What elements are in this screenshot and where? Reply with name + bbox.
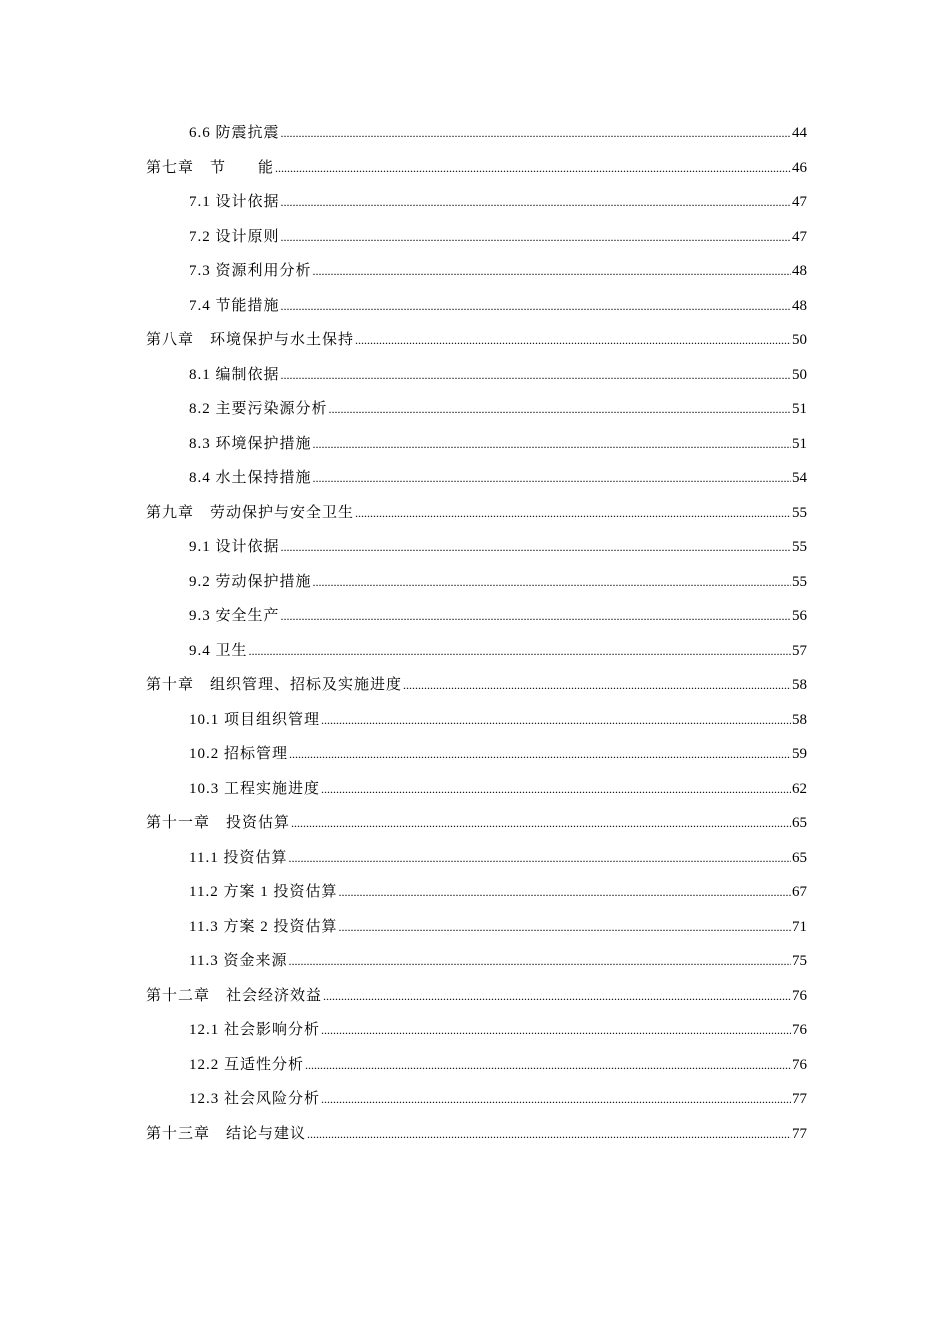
- toc-entry-title: 第十二章 社会经济效益: [146, 987, 323, 1004]
- toc-dot-leader: [288, 850, 791, 867]
- toc-entry[interactable]: [146, 1018, 807, 1053]
- toc-page-number: 65: [792, 815, 807, 831]
- toc-chapter-entry[interactable]: [146, 673, 807, 708]
- toc-dot-leader: [323, 988, 791, 1005]
- toc-page-number: 51: [792, 401, 807, 417]
- toc-page-number: 44: [792, 125, 807, 141]
- toc-entry[interactable]: [146, 639, 807, 674]
- toc-dot-leader: [281, 608, 791, 625]
- toc-entry-title: 第八章 环境保护与水土保持: [146, 332, 355, 348]
- toc-chapter-entry[interactable]: [146, 328, 807, 363]
- toc-page-number: 46: [792, 159, 807, 176]
- toc-entry-title: 11.3 方案 2 投资估算: [189, 918, 338, 935]
- toc-dot-leader: [289, 746, 791, 763]
- toc-dot-leader: [281, 125, 791, 142]
- toc-dot-leader: [249, 643, 791, 660]
- toc-entry[interactable]: [146, 604, 807, 639]
- toc-dot-leader: [313, 263, 791, 280]
- toc-page-number: 65: [792, 849, 807, 866]
- toc-entry[interactable]: [146, 915, 807, 950]
- toc-page-number: 75: [792, 953, 807, 969]
- toc-page-number: 59: [792, 746, 807, 762]
- toc-page-number: 76: [792, 987, 807, 1004]
- toc-dot-leader: [338, 919, 791, 936]
- toc-entry[interactable]: [146, 294, 807, 329]
- toc-page-number: 76: [792, 1022, 807, 1038]
- toc-entry-title: 10.2 招标管理: [189, 746, 289, 762]
- toc-dot-leader: [288, 953, 791, 970]
- toc-entry-title: 9.2 劳动保护措施: [189, 573, 312, 590]
- toc-entry-title: 第九章 劳动保护与安全卫生: [146, 504, 355, 521]
- toc-dot-leader: [291, 815, 791, 832]
- toc-dot-leader: [355, 332, 791, 349]
- toc-dot-leader: [321, 1091, 791, 1108]
- toc-page-number: 67: [792, 884, 807, 900]
- toc-dot-leader: [313, 436, 791, 453]
- toc-entry-title: 7.4 节能措施: [189, 297, 280, 314]
- toc-chapter-entry[interactable]: [146, 501, 807, 536]
- toc-page-number: 76: [792, 1056, 807, 1073]
- toc-entry-title: 9.3 安全生产: [189, 608, 280, 624]
- toc-page-number: 50: [792, 366, 807, 383]
- toc-entry[interactable]: [146, 846, 807, 881]
- toc-entry[interactable]: [146, 397, 807, 432]
- toc-dot-leader: [275, 160, 791, 177]
- toc-entry[interactable]: [146, 190, 807, 225]
- toc-entry-title: 7.3 资源利用分析: [189, 263, 312, 279]
- toc-entry[interactable]: [146, 1053, 807, 1088]
- toc-entry-title: 第十章 组织管理、招标及实施进度: [146, 677, 403, 693]
- toc-chapter-entry[interactable]: [146, 984, 807, 1019]
- toc-entry[interactable]: [146, 259, 807, 294]
- toc-entry-title: 12.1 社会影响分析: [189, 1022, 321, 1038]
- toc-dot-leader: [321, 1022, 791, 1039]
- toc-page-number: 48: [792, 263, 807, 279]
- toc-entry[interactable]: [146, 466, 807, 501]
- toc-dot-leader: [338, 884, 791, 901]
- toc-entry-title: 11.2 方案 1 投资估算: [189, 884, 338, 900]
- toc-entry-title: 12.3 社会风险分析: [189, 1091, 321, 1107]
- toc-page-number: 47: [792, 194, 807, 210]
- toc-dot-leader: [321, 781, 791, 798]
- toc-dot-leader: [329, 401, 791, 418]
- toc-dot-leader: [281, 539, 791, 556]
- toc-page-number: 55: [792, 504, 807, 521]
- toc-entry-title: 10.1 项目组织管理: [189, 711, 321, 728]
- toc-entry[interactable]: [146, 363, 807, 398]
- toc-entry[interactable]: [146, 880, 807, 915]
- toc-entry-title: 第十三章 结论与建议: [146, 1125, 307, 1142]
- toc-page-number: 48: [792, 297, 807, 314]
- toc-page-number: 50: [792, 332, 807, 348]
- toc-page-number: 55: [792, 539, 807, 555]
- table-of-contents: [146, 121, 807, 1156]
- toc-page-number: 77: [792, 1125, 807, 1142]
- toc-entry-title: 7.1 设计依据: [189, 194, 280, 210]
- toc-dot-leader: [307, 1126, 791, 1143]
- toc-dot-leader: [355, 505, 791, 522]
- toc-dot-leader: [313, 470, 791, 487]
- toc-page-number: 62: [792, 780, 807, 797]
- toc-page-number: 58: [792, 711, 807, 728]
- toc-page-number: 71: [792, 918, 807, 935]
- toc-entry[interactable]: [146, 742, 807, 777]
- toc-entry-title: 11.1 投资估算: [189, 849, 288, 866]
- toc-page-number: 54: [792, 470, 807, 486]
- toc-page-number: 57: [792, 642, 807, 659]
- toc-entry[interactable]: [146, 570, 807, 605]
- toc-entry-title: 8.1 编制依据: [189, 366, 280, 383]
- toc-entry-title: 11.3 资金来源: [189, 953, 288, 969]
- toc-entry-title: 7.2 设计原则: [189, 228, 280, 245]
- toc-page-number: 56: [792, 608, 807, 624]
- toc-dot-leader: [403, 677, 791, 694]
- toc-page-number: 51: [792, 435, 807, 452]
- toc-entry-title: 9.1 设计依据: [189, 539, 280, 555]
- toc-page-number: 77: [792, 1091, 807, 1107]
- toc-entry-title: 第十一章 投资估算: [146, 815, 291, 831]
- toc-entry-title: 6.6 防震抗震: [189, 125, 280, 141]
- toc-entry-title: 8.3 环境保护措施: [189, 435, 312, 452]
- toc-chapter-entry[interactable]: [146, 1122, 807, 1157]
- toc-entry-title: 8.2 主要污染源分析: [189, 401, 328, 417]
- toc-dot-leader: [305, 1057, 791, 1074]
- toc-entry[interactable]: [146, 777, 807, 812]
- toc-entry[interactable]: [146, 121, 807, 156]
- toc-page-number: 55: [792, 573, 807, 590]
- toc-dot-leader: [313, 574, 791, 591]
- toc-dot-leader: [281, 229, 791, 246]
- toc-entry-title: 9.4 卫生: [189, 642, 248, 659]
- toc-entry[interactable]: [146, 1087, 807, 1122]
- toc-dot-leader: [281, 194, 791, 211]
- toc-dot-leader: [321, 712, 791, 729]
- toc-chapter-entry[interactable]: [146, 811, 807, 846]
- toc-entry-title: 12.2 互适性分析: [189, 1056, 305, 1073]
- toc-page-number: 47: [792, 228, 807, 245]
- toc-entry[interactable]: [146, 535, 807, 570]
- toc-entry-title: 8.4 水土保持措施: [189, 470, 312, 486]
- toc-entry[interactable]: [146, 708, 807, 743]
- toc-entry-title: 第七章 节 能: [146, 159, 275, 176]
- toc-dot-leader: [281, 298, 791, 315]
- toc-entry-title: 10.3 工程实施进度: [189, 780, 321, 797]
- toc-dot-leader: [281, 367, 791, 384]
- toc-entry[interactable]: [146, 432, 807, 467]
- toc-chapter-entry[interactable]: [146, 156, 807, 191]
- toc-entry[interactable]: [146, 225, 807, 260]
- toc-page-number: 58: [792, 677, 807, 693]
- toc-entry[interactable]: [146, 949, 807, 984]
